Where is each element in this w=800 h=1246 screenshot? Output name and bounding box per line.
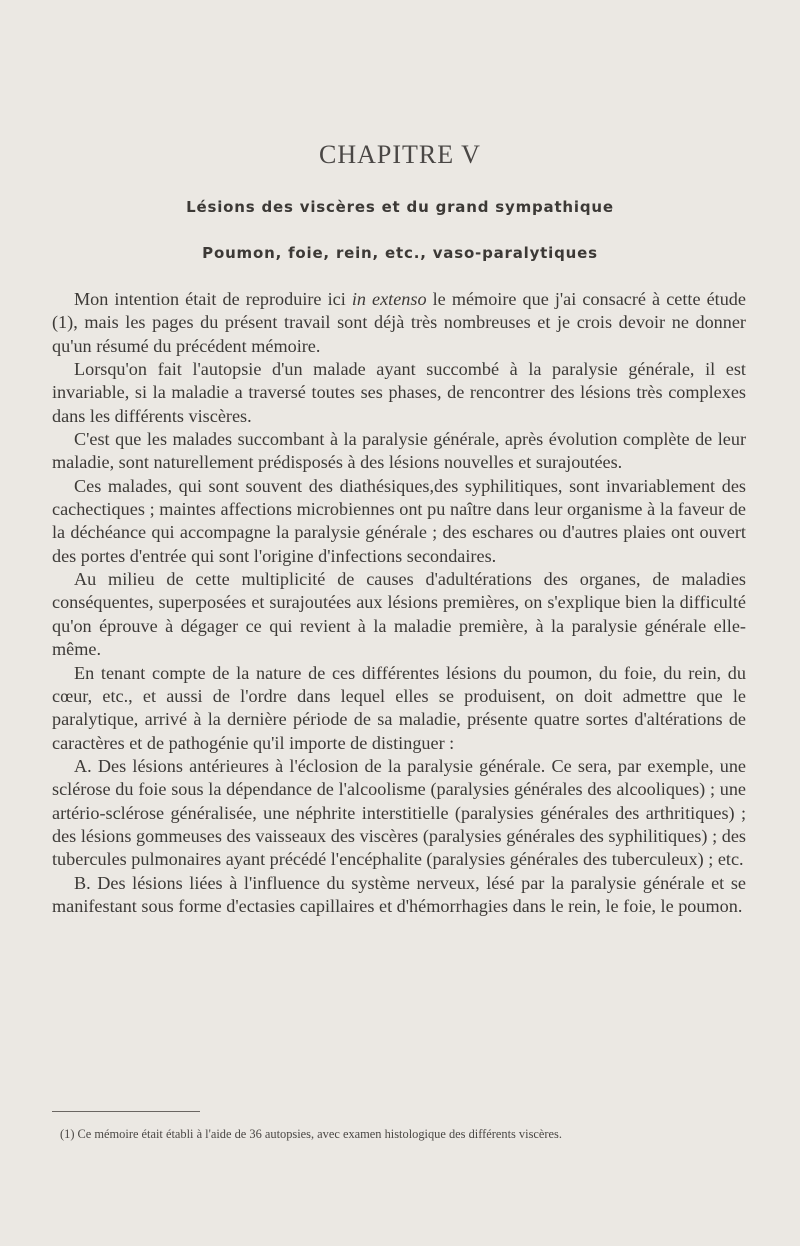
footnote: (1) Ce mémoire était établi à l'aide de 36 autopsies, avec examen histologique des différents viscères. [60,1127,562,1141]
italic-phrase: in extenso [351,289,427,309]
paragraph-1: Mon intention était de reproduire ici in extenso le mémoire que j'ai consacré à cette étude (1), mais les pages du présent travail sont déjà très nombreuses et je crois devoir ne donner qu'un résumé du précédent mémoire. [52,289,746,356]
section-heading: Lésions des viscères et du grand sympathique [186,198,614,216]
paragraph-item-b: B. Des lésions liées à l'influence du système nerveux, lésé par la paralysie générale et se manifestant sous forme d'ectasies capillaires et d'hémorrhagies dans le rein, le foie, le poumon. [52,872,746,916]
footnote-divider [52,1111,200,1112]
body-text [52,288,746,918]
paragraph-5: Au milieu de cette multiplicité de causes d'adultérations des organes, de maladies conséquentes, superposées et surajoutées aux lésions premières, on s'explique bien la difficulté qu'on éprouve à dégager ce qui revient à la maladie première, à la paralysie générale elle-même. [52,569,746,660]
paragraph-3: C'est que les malades succombant à la paralysie générale, après évolution complète de leur maladie, sont naturellement prédisposés à des lésions nouvelles et surajoutées. [52,429,746,473]
paragraph-6: En tenant compte de la nature de ces différentes lésions du poumon, du foie, du rein, du cœur, etc., et aussi de l'ordre dans lequel elles se produisent, on doit admettre que le paralytique, arrivé à la dernière période de sa maladie, présente quatre sortes d'altérations de caractères et de pathogénie qu'il importe de distinguer : [52,662,746,753]
paragraph-2: Lorsqu'on fait l'autopsie d'un malade ayant succombé à la paralysie générale, il est invariable, si la maladie a traversé toutes ses phases, de rencontrer des lésions très complexes dans les différents viscères. [52,359,746,426]
paragraph-4: Ces malades, qui sont souvent des diathésiques,des syphilitiques, sont invariablement des cachectiques ; maintes affections microbiennes ont pu naître dans leur organisme à la faveur de la déchéance qui accompagne la paralysie générale ; des eschares ou d'autres plaies ont ouvert des portes d'entrée qui sont l'origine d'infections secondaires. [52,475,746,566]
paragraph-item-a: A. Des lésions antérieures à l'éclosion de la paralysie générale. Ce sera, par exemple, une sclérose du foie sous la dépendance de l'alcoolisme (paralysies générales des alcooliques) ; une artério-sclérose généralisée, une néphrite interstitielle (paralysies générales des arthritiques) ; des lésions gommeuses des vaisseaux des viscères (paralysies générales des syphilitiques) ; des tubercules pulmonaires ayant précédé l'encéphalite (paralysies générales des tuberculeux) ; etc. [52,755,746,870]
chapter-title: CHAPITRE V [319,140,481,169]
subsection-heading: Poumon, foie, rein, etc., vaso-paralytiques [202,244,598,262]
